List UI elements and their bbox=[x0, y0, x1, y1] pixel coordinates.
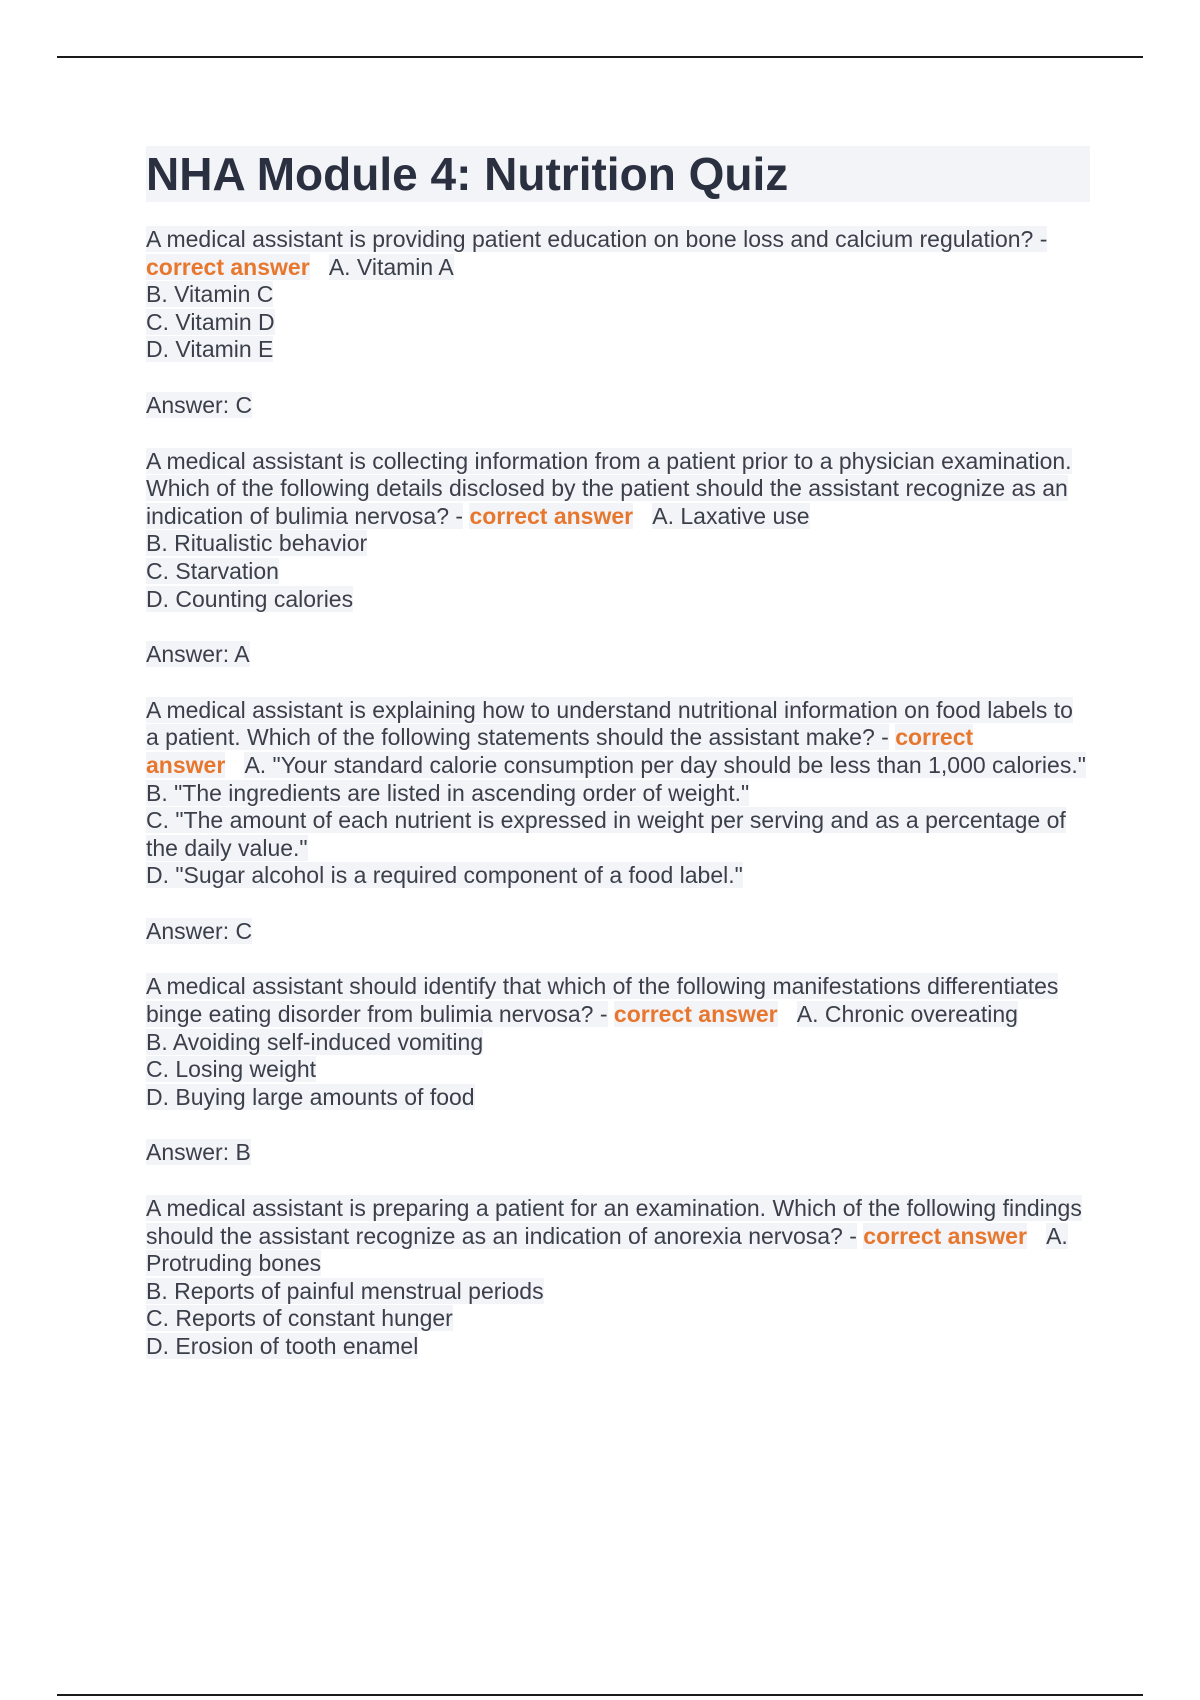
option: C. Reports of constant hunger bbox=[146, 1305, 453, 1332]
question-text bbox=[146, 226, 1090, 281]
correct-answer-marker: correct answer bbox=[613, 1001, 778, 1028]
option-a: A. Chronic overeating bbox=[796, 1001, 1018, 1028]
question-text bbox=[146, 1195, 1090, 1278]
option: D. Vitamin E bbox=[146, 336, 274, 363]
option: B. Reports of painful menstrual periods bbox=[146, 1277, 544, 1304]
option: B. Ritualistic behavior bbox=[146, 530, 368, 557]
top-rule bbox=[57, 56, 1143, 58]
question-stem: A medical assistant is providing patient education on bone loss and calcium regulation? - bbox=[146, 226, 1048, 252]
answer-line: Answer: C bbox=[146, 391, 253, 418]
title-bar bbox=[146, 146, 1090, 202]
question-text bbox=[146, 973, 1090, 1028]
option: D. Buying large amounts of food bbox=[146, 1083, 475, 1110]
correct-answer-marker: correct answer bbox=[469, 502, 634, 529]
bottom-rule bbox=[57, 1694, 1143, 1696]
question-block bbox=[146, 697, 1090, 946]
option-a: A. Vitamin A bbox=[328, 253, 454, 280]
option: B. "The ingredients are listed in ascending order of weight." bbox=[146, 779, 750, 806]
question-block bbox=[146, 973, 1090, 1167]
option: C. "The amount of each nutrient is expressed in weight per serving and as a percentage of the daily value." bbox=[146, 807, 1066, 861]
option: C. Starvation bbox=[146, 557, 279, 584]
question-stem: A medical assistant is preparing a patient for an examination. Which of the following findings should the assistant recognize as an indication of anorexia nervosa? - bbox=[146, 1195, 1082, 1249]
question-block bbox=[146, 226, 1090, 420]
option: D. "Sugar alcohol is a required component of a food label." bbox=[146, 862, 743, 889]
option: B. Vitamin C bbox=[146, 281, 274, 308]
option: C. Vitamin D bbox=[146, 308, 275, 335]
option-a: A. Laxative use bbox=[652, 502, 810, 529]
option: C. Losing weight bbox=[146, 1056, 317, 1083]
page-title: NHA Module 4: Nutrition Quiz bbox=[146, 148, 789, 200]
document-body bbox=[146, 146, 1090, 1361]
question-block bbox=[146, 448, 1090, 669]
correct-answer-marker: correct answer bbox=[863, 1222, 1027, 1249]
option-a: A. "Your standard calorie consumption per day should be less than 1,000 calories." bbox=[244, 751, 1086, 778]
question-block bbox=[146, 1195, 1090, 1361]
option-a: A. Protruding bones bbox=[146, 1222, 1068, 1277]
question-stem: A medical assistant is collecting information from a patient prior to a physician examination. Which of the following details disclosed by the patient should the assistant recognize as an indication of bulimia nervosa? - bbox=[146, 447, 1072, 529]
answer-line: Answer: C bbox=[146, 917, 253, 944]
question-stem: A medical assistant is explaining how to understand nutritional information on food labels to a patient. Which of the following statements should the assistant make? - bbox=[146, 696, 1073, 751]
option: D. Erosion of tooth enamel bbox=[146, 1333, 419, 1359]
question-stem: A medical assistant should identify that which of the following manifestations differentiates binge eating disorder from bulimia nervosa? - bbox=[146, 973, 1059, 1028]
answer-line: Answer: A bbox=[146, 641, 250, 668]
option: B. Avoiding self-induced vomiting bbox=[146, 1028, 484, 1055]
answer-line: Answer: B bbox=[146, 1139, 251, 1166]
correct-answer-marker: correct answer bbox=[146, 724, 974, 778]
option: D. Counting calories bbox=[146, 585, 354, 612]
question-text bbox=[146, 448, 1090, 531]
question-text bbox=[146, 697, 1090, 780]
correct-answer-marker: correct answer bbox=[146, 253, 310, 280]
